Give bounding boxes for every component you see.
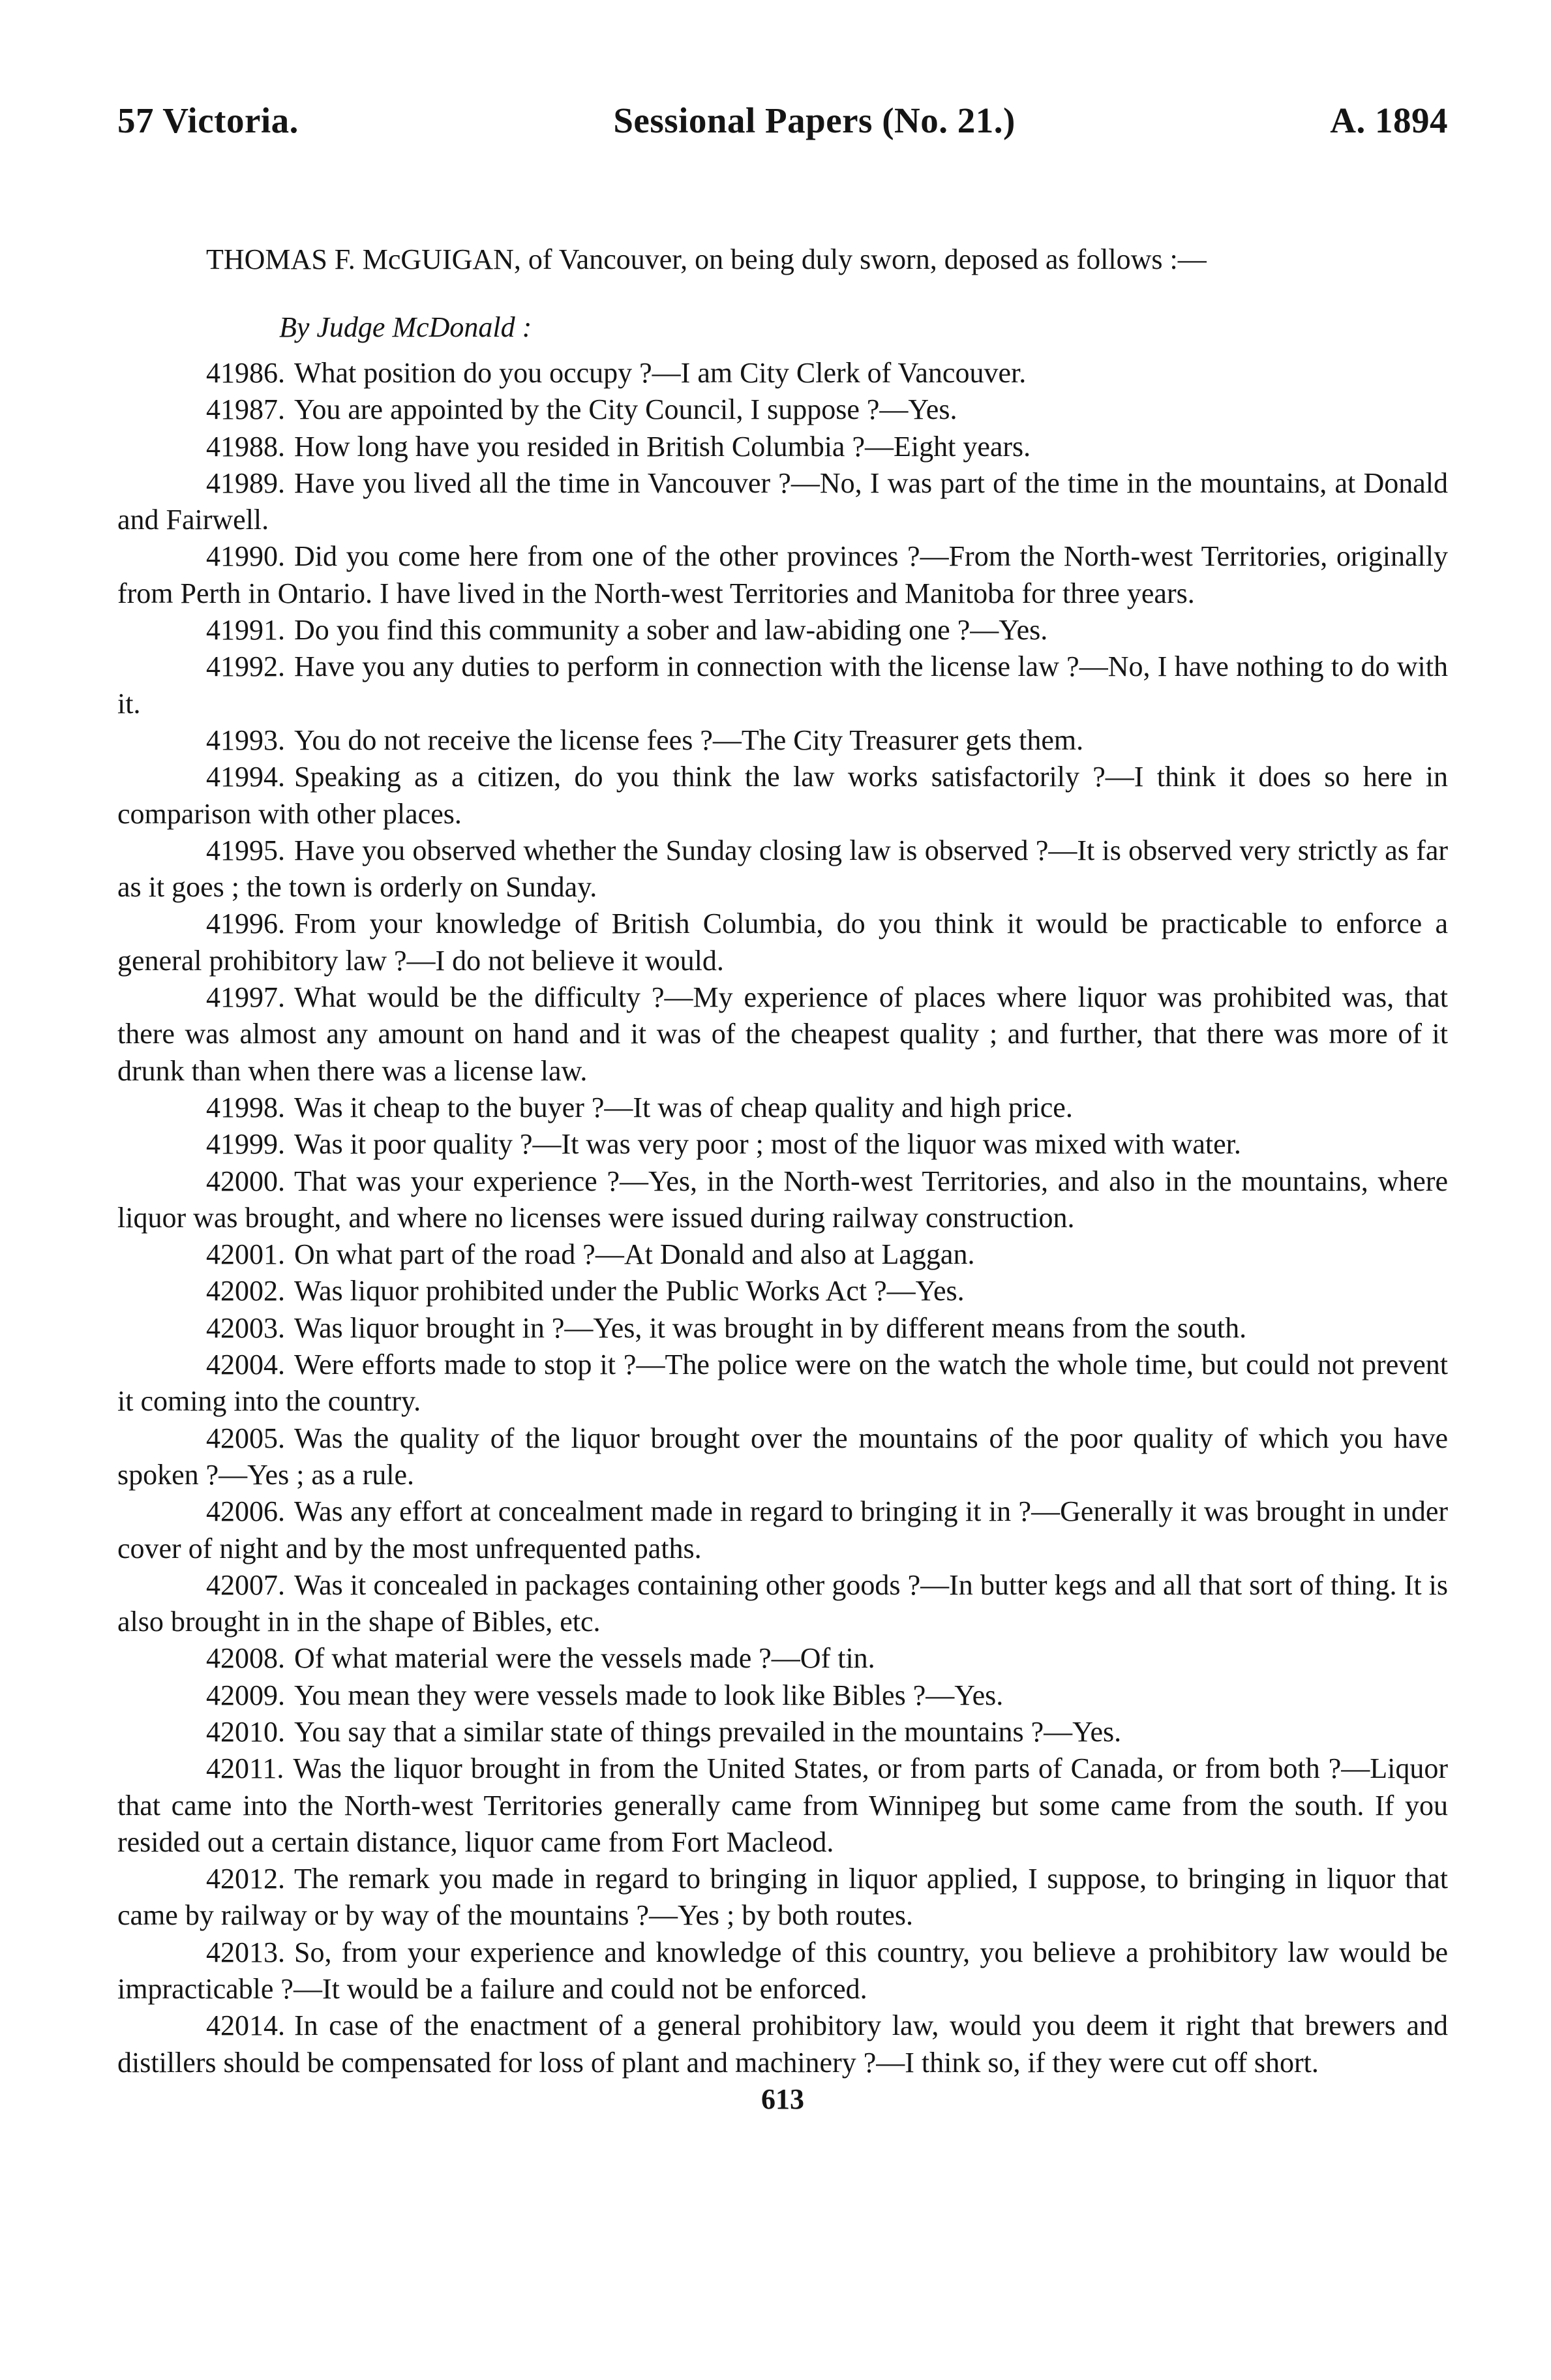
question-answer-text: You do not receive the license fees ?—The City Treasurer gets them. (294, 724, 1084, 756)
question-number: 42011. (206, 1752, 284, 1785)
question-number: 42006. (206, 1495, 285, 1528)
question-number: 42000. (206, 1165, 285, 1197)
question-number: 42007. (206, 1568, 285, 1601)
page-number: 613 (761, 2082, 804, 2115)
testimony-paragraph (117, 1273, 1448, 1309)
witness-intro: THOMAS F. McGUIGAN, of Vancouver, on being duly sworn, deposed as follows :— (206, 243, 1207, 275)
question-answer-text: You mean they were vessels made to look like Bibles ?—Yes. (294, 1679, 1004, 1711)
question-answer-text: Was it cheap to the buyer ?—It was of cheap quality and high price. (294, 1091, 1073, 1123)
testimony-paragraph (117, 355, 1448, 391)
testimony-paragraph (117, 1090, 1448, 1126)
question-number: 41988. (206, 430, 285, 463)
question-number: 41991. (206, 614, 285, 647)
question-answer-text: The remark you made in regard to bringing in liquor applied, I suppose, to bringing in liquor that came by railway or by way of the mountains ?—Yes ; by both routes. (117, 1863, 1448, 1932)
question-number: 42013. (206, 1936, 285, 1968)
question-number: 41994. (206, 761, 285, 793)
question-answer-text: Was the quality of the liquor brought over the mountains of the poor quality of which you have spoken ?—Yes ; as a rule. (117, 1422, 1448, 1491)
question-number: 41990. (206, 540, 285, 573)
testimony-list (117, 355, 1448, 2081)
testimony-paragraph (117, 1236, 1448, 1273)
question-number: 41992. (206, 650, 285, 683)
testimony-paragraph (117, 1750, 1448, 1861)
testimony-paragraph (117, 1347, 1448, 1420)
document-page (117, 98, 1448, 2118)
testimony-paragraph (117, 429, 1448, 465)
question-answer-text: Have you any duties to perform in connection with the license law ?—No, I have nothing to do with it. (117, 650, 1448, 720)
question-answer-text: You are appointed by the City Council, I suppose ?—Yes. (294, 393, 957, 426)
testimony-paragraph (117, 1163, 1448, 1237)
testimony-paragraph (117, 465, 1448, 539)
testimony-paragraph (117, 722, 1448, 759)
question-answer-text: Have you lived all the time in Vancouver ?—No, I was part of the time in the mountains, at Donald and Fairwell. (117, 466, 1448, 536)
question-number: 42014. (206, 2009, 285, 2042)
question-number: 42005. (206, 1422, 285, 1454)
question-answer-text: Of what material were the vessels made ?—Of tin. (294, 1642, 875, 1675)
question-number: 42009. (206, 1679, 285, 1711)
testimony-paragraph (117, 1677, 1448, 1714)
question-answer-text: Was it concealed in packages containing other goods ?—In butter kegs and all that sort of thing. It is also brought in in the shape of Bibles, etc. (117, 1568, 1448, 1638)
running-header (117, 98, 1448, 144)
question-number: 42012. (206, 1863, 285, 1895)
question-number: 41997. (206, 981, 285, 1014)
testimony-paragraph (117, 1714, 1448, 1750)
question-answer-text: That was your experience ?—Yes, in the North-west Territories, and also in the mountains, where liquor was brought, and where no licenses were issued during railway construction. (117, 1165, 1448, 1234)
question-answer-text: Have you observed whether the Sunday closing law is observed ?—It is observed very strictly as far as it goes ; the town is orderly on Sunday. (117, 834, 1448, 904)
testimony-paragraph (117, 1310, 1448, 1347)
testimony-paragraph (117, 1420, 1448, 1494)
question-number: 42004. (206, 1349, 285, 1381)
question-answer-text: How long have you resided in British Columbia ?—Eight years. (294, 430, 1031, 463)
testimony-paragraph (117, 759, 1448, 832)
question-answer-text: Do you find this community a sober and law-abiding one ?—Yes. (294, 614, 1048, 647)
question-answer-text: Speaking as a citizen, do you think the law works satisfactorily ?—I think it does so here in comparison with other places. (117, 761, 1448, 830)
testimony-paragraph (117, 832, 1448, 906)
testimony-paragraph (117, 979, 1448, 1090)
question-answer-text: On what part of the road ?—At Donald and also at Laggan. (294, 1238, 975, 1271)
question-number: 41989. (206, 466, 285, 499)
question-number: 41996. (206, 908, 285, 940)
question-number: 42001. (206, 1238, 285, 1271)
question-number: 42010. (206, 1715, 285, 1748)
testimony-paragraph (117, 1861, 1448, 1934)
testimony-paragraph (117, 1567, 1448, 1641)
examiner-heading: By Judge McDonald : (279, 311, 532, 343)
question-answer-text: Were efforts made to stop it ?—The police were on the watch the whole time, but could not prevent it coming into the country. (117, 1349, 1448, 1418)
question-answer-text: So, from your experience and knowledge of this country, you believe a prohibitory law would be impracticable ?—It would be a failure and could not be enforced. (117, 1936, 1448, 2006)
question-answer-text: Was the liquor brought in from the United States, or from parts of Canada, or from both ?—Liquor that came into the North-west Territories generally came from Winnipeg but some came from the south. If you resided out a certain distance, liquor came from Fort Macleod. (117, 1752, 1448, 1858)
question-number: 41993. (206, 724, 285, 756)
question-number: 41986. (206, 357, 285, 389)
question-number: 41995. (206, 834, 285, 866)
question-number: 41987. (206, 393, 285, 426)
header-session: 57 Victoria. (117, 100, 299, 140)
testimony-paragraph (117, 391, 1448, 428)
question-number: 41999. (206, 1128, 285, 1161)
testimony-paragraph (117, 1126, 1448, 1163)
testimony-paragraph (117, 1934, 1448, 2008)
question-answer-text: You say that a similar state of things prevailed in the mountains ?—Yes. (294, 1715, 1122, 1748)
testimony-paragraph (117, 1640, 1448, 1677)
question-answer-text: What would be the difficulty ?—My experience of places where liquor was prohibited was, that there was almost any amount on hand and it was of the cheapest quality ; and further, that there was more of it drunk than when there was a license law. (117, 981, 1448, 1087)
testimony-paragraph (117, 2007, 1448, 2081)
question-number: 42003. (206, 1311, 285, 1344)
question-number: 42002. (206, 1275, 285, 1307)
question-answer-text: In case of the enactment of a general prohibitory law, would you deem it right that brewers and distillers should be compensated for loss of plant and machinery ?—I think so, if they were cut off short. (117, 2009, 1448, 2079)
question-answer-text: What position do you occupy ?—I am City Clerk of Vancouver. (294, 357, 1027, 389)
testimony-paragraph (117, 612, 1448, 648)
question-answer-text: Was it poor quality ?—It was very poor ; most of the liquor was mixed with water. (294, 1128, 1241, 1161)
testimony-paragraph (117, 538, 1448, 612)
question-answer-text: From your knowledge of British Columbia, do you think it would be practicable to enforce a general prohibitory law ?—I do not believe it would. (117, 908, 1448, 977)
question-answer-text: Was liquor brought in ?—Yes, it was brought in by different means from the south. (294, 1311, 1247, 1344)
question-answer-text: Did you come here from one of the other provinces ?—From the North-west Territories, originally from Perth in Ontario. I have lived in the North-west Territories and Manitoba for three years. (117, 540, 1448, 609)
header-title: Sessional Papers (No. 21.) (613, 100, 1016, 140)
header-year: A. 1894 (1330, 100, 1448, 140)
testimony-paragraph (117, 906, 1448, 979)
question-number: 41998. (206, 1091, 285, 1123)
question-answer-text: Was any effort at concealment made in regard to bringing it in ?—Generally it was brought in under cover of night and by the most unfrequented paths. (117, 1495, 1448, 1564)
question-answer-text: Was liquor prohibited under the Public Works Act ?—Yes. (294, 1275, 965, 1307)
testimony-paragraph (117, 1493, 1448, 1567)
testimony-paragraph (117, 648, 1448, 722)
question-number: 42008. (206, 1642, 285, 1675)
